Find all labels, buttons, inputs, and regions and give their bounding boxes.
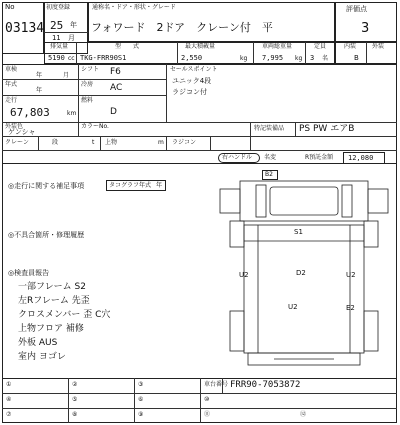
deposit-amount: 12,080: [348, 154, 374, 162]
max-load-value: 2,550: [181, 54, 203, 62]
inspection-year-unit: 年: [36, 72, 43, 79]
reg-divider: [44, 32, 88, 33]
diagram-label-e2: E2: [346, 304, 355, 312]
crane-ton-unit: t: [92, 139, 95, 146]
footer-cell-5: ⑤: [72, 396, 78, 403]
footer-v1: [68, 378, 69, 423]
diagram-label-b2: B2: [265, 171, 273, 178]
year-model-label: 年式: [5, 81, 18, 88]
selling-points-label: セールスポイント: [170, 66, 218, 73]
mileage-value: 67,803: [10, 106, 50, 119]
mileage-label: 走行: [5, 97, 18, 104]
info-hdiv-1: [2, 79, 166, 80]
defect-label: ◎不具合箇所・修理履歴: [8, 231, 85, 239]
ac-label: 冷房: [81, 81, 94, 88]
left-mirror: [220, 189, 240, 213]
crane-vdiv-1: [38, 136, 39, 150]
windshield: [270, 187, 338, 215]
model-label: 型 式: [115, 43, 140, 50]
inspection-item-4: 上物フロア 補修: [18, 324, 84, 334]
color-no-label: カラーNo.: [81, 123, 109, 130]
fuel-value: D: [110, 107, 117, 117]
inspection-label: 車検: [5, 66, 18, 73]
gvw-unit: kg: [295, 55, 303, 62]
exterior-grade: B: [354, 54, 359, 62]
name-label: 通称名・ドア・形状・グレード: [92, 4, 176, 11]
handle-label: 右ハンドル: [222, 154, 253, 161]
inspection-item-5: 外板 AUS: [18, 338, 58, 348]
first-reg-label: 初度登録: [46, 4, 71, 11]
inspection-item-3: クロスメンバー 歪 C穴: [18, 310, 111, 320]
displacement-label: 排気量: [50, 43, 69, 50]
crane-label: クレーン: [5, 139, 29, 146]
tacho-year-unit: 年: [156, 182, 163, 189]
footer-cell-6: ⑥: [138, 396, 144, 403]
front-left-wheel: [230, 221, 244, 247]
footer-cell-2: ②: [72, 381, 78, 388]
interior-label: 内装: [344, 43, 357, 50]
crane-vdiv-5: [250, 136, 251, 150]
footer-cell-1: ①: [6, 381, 12, 388]
score-label: 評価点: [346, 5, 367, 13]
spec-div-4: [305, 42, 306, 64]
right-door: [342, 185, 352, 217]
crane-hdiv: [2, 150, 397, 151]
selling-point-2: ラジコン付: [172, 88, 207, 96]
mileage-unit: km: [67, 110, 77, 117]
color-label-2: 外装色: [5, 123, 24, 130]
footer-cell-7: ⑦: [6, 411, 12, 418]
info-hdiv-4: [2, 136, 397, 137]
selling-point-1: ユニック4段: [172, 77, 212, 85]
footer-cell-3: ③: [138, 381, 144, 388]
diagram-label-s1: S1: [294, 228, 303, 236]
rear-left-wheel: [230, 311, 244, 351]
vin-value: FRR90-7053872: [230, 380, 301, 390]
inspection-report-label: ◎検査員報告: [8, 269, 50, 277]
displacement-unit: cc: [68, 55, 75, 62]
model-value: TKG-FRR90S1: [80, 54, 127, 62]
reg-month: 11: [52, 34, 61, 42]
footer-v2: [134, 378, 135, 423]
gvw-value: 7,995: [262, 54, 284, 62]
vin-label: 車台番号: [204, 381, 229, 388]
lot-label: No: [5, 3, 15, 11]
equipment-label: 特記装備品: [254, 125, 285, 132]
shift-value: F6: [110, 67, 121, 77]
info-hdiv-3: [2, 122, 397, 123]
max-load-unit: kg: [240, 55, 248, 62]
fuel-label: 燃料: [81, 97, 94, 104]
crane-stage-unit: 段: [52, 139, 59, 146]
diagram-label-u2-bottom: U2: [288, 303, 298, 311]
inspection-item-6: 室内 ヨゴレ: [18, 352, 66, 362]
lot-number: 03134: [5, 21, 45, 36]
equip-vdiv-2: [295, 122, 296, 136]
reg-month-unit: 月: [68, 34, 75, 42]
color-value: ゲンシャ: [8, 128, 36, 136]
max-load-label: 最大積載量: [185, 43, 216, 50]
gvw-label: 車両総重量: [262, 43, 293, 50]
equipment-value: PS PW エアB: [299, 124, 355, 134]
capacity-label: 定員: [314, 43, 327, 50]
capacity-value: 3: [310, 54, 315, 62]
inspection-item-1: 一部フレーム S2: [18, 282, 86, 292]
footer-cell-9: ⑨: [138, 411, 144, 418]
grade-divider: [366, 42, 367, 64]
vehicle-name: フォワード 2ドア クレーン付 平: [91, 21, 273, 34]
year-model-unit: 年: [36, 87, 43, 94]
meter-label: ◎走行に関する補足事項: [8, 182, 85, 190]
info-vdiv-1: [78, 64, 79, 136]
spec-div-1: [76, 42, 77, 64]
footer-cell-12: ⑫: [300, 411, 307, 418]
info-vdiv-2: [166, 64, 167, 122]
capacity-unit: 名: [322, 55, 329, 62]
equip-vdiv: [250, 122, 251, 136]
ac-value: AC: [110, 83, 123, 93]
spec-div-2: [177, 42, 178, 64]
inspection-item-2: 左Rフレーム 先歪: [18, 296, 90, 306]
name-change-label: 名変: [264, 154, 277, 161]
cargo-bed: [244, 225, 364, 353]
reg-year-unit: 年: [70, 21, 77, 29]
crane-vdiv-3: [166, 136, 167, 150]
crane-vdiv-2: [100, 136, 101, 150]
diagram-label-u2-left: U2: [239, 271, 249, 279]
upper-label: 上物: [105, 139, 118, 146]
radicon-label: ラジコン: [172, 139, 197, 146]
deposit-label: R預託金額: [305, 154, 334, 161]
upper-length-unit: m: [158, 139, 164, 146]
footer-cell-8: ⑧: [72, 411, 78, 418]
exterior-label: 外装: [372, 43, 385, 50]
shift-label: シフト: [81, 66, 100, 73]
footer-cell-10: ⑩: [204, 396, 210, 403]
score-value: 3: [361, 21, 370, 36]
footer-cell-4: ④: [6, 396, 12, 403]
diagram-label-d2: D2: [296, 269, 306, 277]
front-right-wheel: [364, 221, 378, 247]
reg-year: 25: [50, 19, 64, 32]
inspection-month-unit: 月: [63, 72, 70, 79]
diagram-label-u2-right: U2: [346, 271, 356, 279]
rear-right-wheel: [364, 311, 378, 351]
footer-cell-11: ⑪: [204, 411, 211, 418]
spec-div-3: [253, 42, 254, 64]
crane-vdiv-4: [210, 136, 211, 150]
left-door: [256, 185, 266, 217]
displacement-value: 5190: [48, 54, 65, 62]
info-hdiv-2: [2, 95, 166, 96]
right-mirror: [368, 189, 388, 213]
footer-v3: [200, 378, 201, 423]
tacho-label: タコグラフ年式: [109, 182, 152, 189]
